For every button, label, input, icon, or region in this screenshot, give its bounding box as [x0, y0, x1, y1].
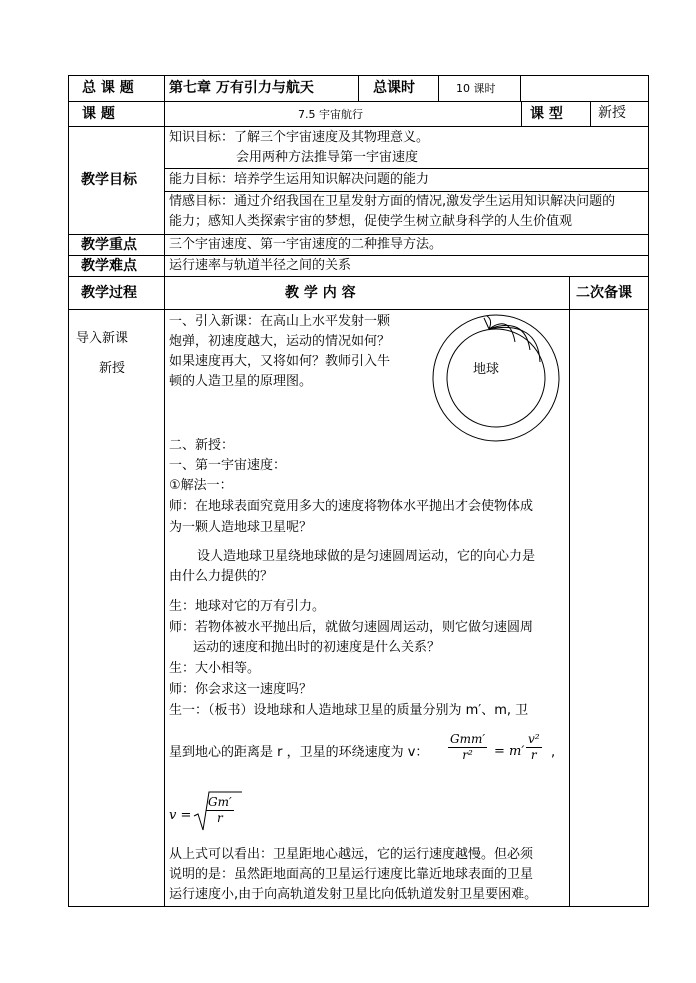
topic-value: 7.5 宇宙航行 — [298, 108, 363, 121]
table-rule-v — [569, 276, 570, 907]
teacher-question: 由什么力提供的？ — [169, 569, 274, 584]
intro-line: 顿的人造卫星的原理图。 — [169, 374, 313, 389]
total-topic-value: 第七章 万有引力与航天 — [169, 80, 314, 96]
new-lesson-phase-label: 新授 — [99, 361, 126, 376]
equation-v-lhs: v = — [169, 808, 192, 823]
table-rule — [68, 309, 649, 310]
student-answer: 生一：（板书）设地球和人造地球卫星的质量分别为 m′、m, 卫 — [169, 703, 529, 718]
equation-denominator: r — [530, 748, 537, 763]
equation-gravity-fraction — [448, 733, 487, 762]
emotion-goal-line2: 能力；感知人类探索宇宙的梦想，促使学生树立献身科学的人生价值观 — [169, 214, 573, 229]
table-rule-v — [438, 75, 439, 101]
student-answer: 星到地心的距离是 r ，卫星的环绕速度为 v： — [169, 745, 429, 760]
type-label: 课 型 — [530, 106, 563, 122]
newton-cannon-diagram — [430, 312, 562, 444]
equation-denominator: r — [216, 811, 223, 826]
conclusion-line: 从上式可以看出：卫星距地心越远，它的运行速度越慢。但必须 — [169, 847, 534, 862]
teacher-question: 设人造地球卫星绕地球做的是匀速圆周运动，它的向心力是 — [197, 549, 536, 564]
table-border-left — [68, 75, 69, 907]
teacher-question: 运动的速度和抛出时的初速度是什么关系？ — [193, 640, 441, 655]
intro-line: 炮弹，初速度越大，运动的情况如何？ — [169, 334, 391, 349]
equation-middle: = m′ — [494, 744, 525, 759]
section-first-cosmic-velocity: 一、第一宇宙速度： — [169, 458, 287, 473]
intro-line: 一、引入新课：在高山上水平发射一颗 — [169, 314, 391, 329]
teacher-question: 师：你会求这一速度吗？ — [169, 682, 313, 697]
equation-numerator: v² — [526, 733, 542, 748]
equation-centripetal-fraction — [526, 733, 542, 762]
equation-comma: , — [551, 745, 556, 760]
table-rule-v — [164, 75, 165, 907]
conclusion-line: 运行速度小,由于向高轨道发射卫星比向低轨道发射卫星要困难。 — [169, 887, 538, 902]
total-hours-label: 总课时 — [373, 80, 415, 96]
student-answer: 生：大小相等。 — [169, 661, 261, 676]
intro-line: 如果速度再大，又将如何？教师引入牛 — [169, 354, 391, 369]
equation-velocity-fraction — [206, 796, 234, 825]
teacher-question: 师：若物体被水平抛出后，就做匀速圆周运动，则它做匀速圆周 — [169, 620, 534, 635]
equation-numerator: Gm′ — [206, 796, 234, 811]
table-border-right — [648, 75, 649, 907]
table-rule — [68, 234, 649, 235]
table-rule-v — [358, 75, 359, 101]
knowledge-goal-line2: 会用两种方法推导第一宇宙速度 — [236, 150, 419, 165]
revision-heading: 二次备课 — [576, 285, 632, 301]
table-rule — [68, 276, 649, 277]
knowledge-goal-line1: 知识目标：了解三个宇宙速度及其物理意义。 — [169, 130, 430, 145]
table-rule-v — [520, 75, 521, 101]
table-border-bottom — [68, 906, 649, 907]
student-answer: 生：地球对它的万有引力。 — [169, 599, 326, 614]
conclusion-line: 说明的是：虽然距地面高的卫星运行速度比靠近地球表面的卫星 — [169, 867, 534, 882]
earth-label: 地球 — [473, 362, 500, 377]
difficulty-label: 教学难点 — [81, 258, 137, 274]
total-hours-value: 10 课时 — [456, 82, 496, 95]
emotion-goal-line1: 情感目标：通过介绍我国在卫星发射方面的情况,激发学生运用知识解决问题的 — [169, 194, 616, 209]
table-rule — [68, 126, 649, 127]
teacher-question: 为一颗人造地球卫星呢？ — [169, 520, 313, 535]
content-heading: 教 学 内 容 — [285, 285, 356, 301]
table-rule-v — [521, 101, 522, 126]
key-point-label: 教学重点 — [81, 237, 137, 253]
table-rule — [68, 101, 649, 102]
equation-numerator: Gmm′ — [448, 733, 487, 748]
objectives-rule — [164, 168, 649, 169]
intro-phase-label: 导入新课 — [76, 331, 129, 346]
teacher-question: 师：在地球表面究竟用多大的速度将物体水平抛出才会使物体成 — [169, 499, 534, 514]
process-label: 教学过程 — [81, 285, 137, 301]
method-one: ①解法一： — [169, 478, 233, 493]
table-rule-v — [590, 101, 591, 126]
difficulty-text: 运行速率与轨道半径之间的关系 — [169, 258, 352, 273]
key-point-text: 三个宇宙速度、第一宇宙速度的二种推导方法。 — [169, 237, 443, 252]
table-rule — [68, 255, 649, 256]
ability-goal: 能力目标：培养学生运用知识解决问题的能力 — [169, 172, 430, 187]
objectives-label: 教学目标 — [81, 172, 137, 188]
type-value: 新授 — [598, 105, 626, 121]
equation-denominator: r² — [462, 748, 473, 763]
objectives-rule — [164, 191, 649, 192]
topic-label: 课 题 — [82, 106, 115, 122]
total-topic-label: 总 课 题 — [82, 80, 134, 96]
section-new-lesson: 二、新授： — [169, 438, 235, 453]
